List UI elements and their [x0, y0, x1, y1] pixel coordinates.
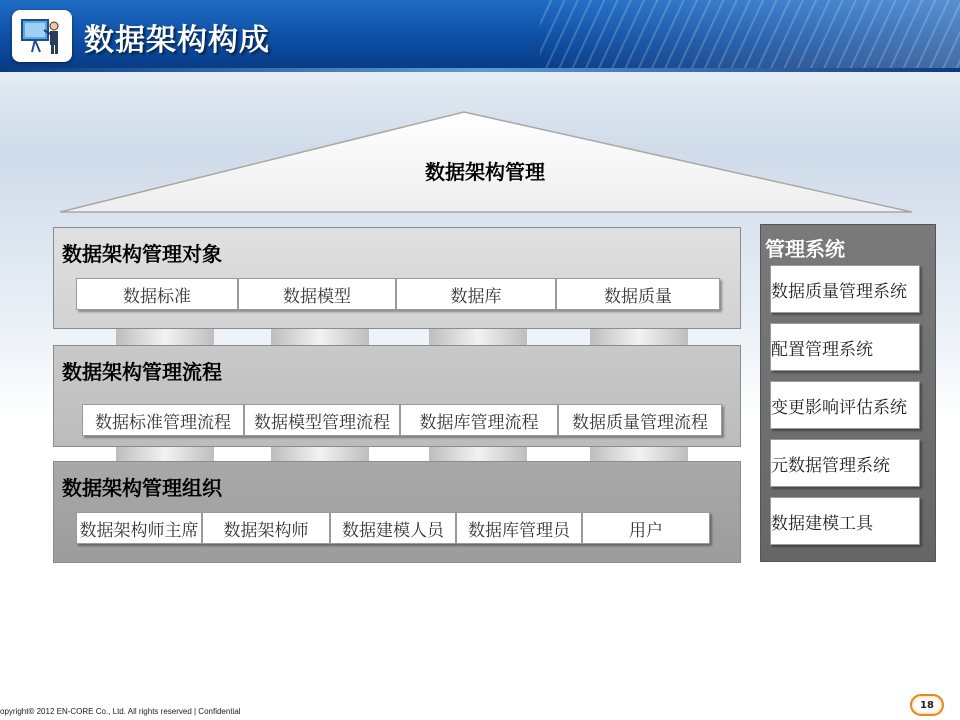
cell-item: 数据质量管理流程 [558, 404, 722, 436]
cell-item: 数据架构师主席 [76, 512, 202, 544]
connector-pillar [116, 329, 214, 345]
layer-title: 数据架构管理对象 [62, 242, 222, 266]
connector-pillar [271, 329, 369, 345]
cell-item: 数据建模人员 [330, 512, 456, 544]
cell-item: 数据模型管理流程 [244, 404, 400, 436]
layer-management-objects [53, 227, 741, 329]
cell-item: 数据标准管理流程 [82, 404, 244, 436]
side-item: 配置管理系统 [770, 323, 920, 371]
layer-management-processes [53, 345, 741, 447]
cell-item: 数据模型 [238, 278, 396, 310]
side-item: 数据建模工具 [770, 497, 920, 545]
roof-label: 数据架构管理 [425, 160, 545, 184]
cell-row [76, 512, 710, 544]
cell-item: 数据质量 [556, 278, 720, 310]
page-number: 18 [920, 699, 934, 711]
connector-pillar [590, 329, 688, 345]
layer-management-organization [53, 461, 741, 563]
cell-item: 数据库管理流程 [400, 404, 558, 436]
side-item: 变更影响评估系统 [770, 381, 920, 429]
side-item: 元数据管理系统 [770, 439, 920, 487]
copyright-prefix: opyright [0, 707, 29, 716]
presenter-icon [20, 16, 64, 56]
layer-title: 数据架构管理流程 [62, 360, 222, 384]
copyright-symbol: © [28, 707, 35, 716]
copyright-text: 2012 EN-CORE Co., Ltd. All rights reserved | Confidential [34, 707, 241, 716]
side-item: 数据质量管理系统 [770, 265, 920, 313]
cell-item: 用户 [582, 512, 710, 544]
side-panel-title: 管理系统 [765, 237, 845, 261]
cell-item: 数据标准 [76, 278, 238, 310]
header-decoration [540, 0, 960, 72]
cell-item: 数据库管理员 [456, 512, 582, 544]
cell-item: 数据库 [396, 278, 556, 310]
copyright-footer [0, 707, 241, 716]
presenter-logo-icon [12, 10, 72, 62]
connector-pillar [429, 329, 527, 345]
cell-row [82, 404, 722, 436]
management-systems-panel [760, 224, 936, 562]
page-title: 数据架构构成 [84, 23, 270, 58]
cell-row [76, 278, 720, 310]
layer-title: 数据架构管理组织 [62, 476, 222, 500]
page-number-badge [910, 694, 944, 716]
header-underline [0, 68, 960, 72]
cell-item: 数据架构师 [202, 512, 330, 544]
